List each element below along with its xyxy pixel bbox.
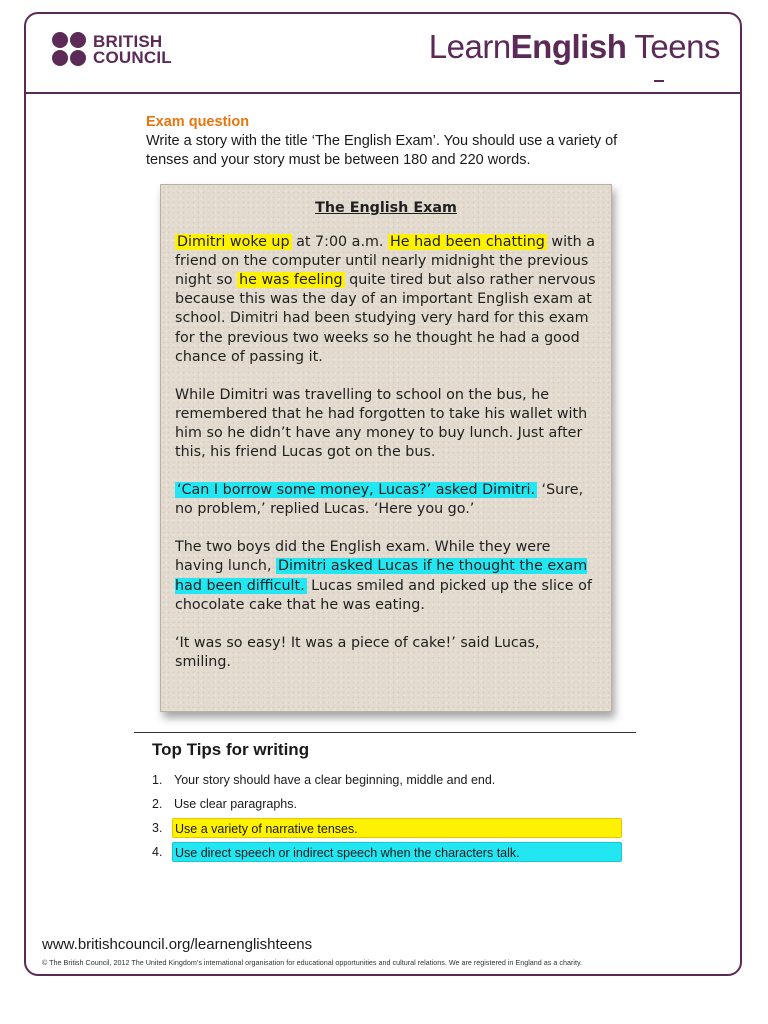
- story-paragraph: [175, 634, 597, 672]
- story-paragraph: [175, 233, 597, 367]
- story-paragraph: [175, 538, 597, 614]
- story-paper: [160, 184, 612, 712]
- story-text: with a friend on the computer until nearly midnight the previous night so: [175, 234, 596, 289]
- highlighted-phrase: he was feeling: [239, 272, 343, 289]
- tips-list: [152, 770, 622, 862]
- tips-divider: [134, 732, 636, 733]
- tip-item: [152, 794, 622, 814]
- logo-line-2: COUNCIL: [93, 47, 172, 67]
- story-text: quite tired but also rather nervous because this was the day of an important English exam at school. Dimitri had been studying very hard for this exam for the previous two weeks so he thought he had a good chance of passing it.: [175, 272, 596, 365]
- story-text: ‘It was so easy! It was a piece of cake!’ said Lucas, smiling.: [175, 634, 540, 670]
- tip-item: [152, 818, 622, 838]
- brand-english: English: [510, 28, 627, 65]
- story-text: at 7:00 a.m.: [291, 234, 389, 251]
- learnenglish-teens-brand: [429, 28, 720, 66]
- brand-dash: [654, 80, 664, 82]
- story-paragraph: [175, 481, 597, 519]
- story-body: [175, 233, 597, 672]
- story-paragraph: [175, 386, 597, 462]
- tip-text: Use direct speech or indirect speech when the characters talk.: [172, 842, 622, 862]
- tips-heading: Top Tips for writing: [152, 740, 310, 759]
- exam-question-label: Exam question: [146, 114, 250, 130]
- tip-text: Your story should have a clear beginning, middle and end.: [174, 773, 496, 787]
- tip-number: 2.: [152, 797, 163, 811]
- top-tips: [152, 740, 622, 866]
- highlighted-phrase: ‘Can I borrow some money, Lucas?’ asked Dimitri.: [177, 482, 535, 499]
- footer-copyright: © The British Council, 2012 The United Kingdom’s international organisation for educational opportunities and cultural relations. We are registered in England as a charity.: [42, 958, 583, 967]
- tip-text: Use clear paragraphs.: [174, 797, 297, 811]
- highlighted-phrase: He had been chatting: [390, 234, 545, 251]
- story-title: The English Exam: [315, 200, 457, 216]
- brand-teens: Teens: [626, 28, 720, 65]
- tip-number: 1.: [152, 773, 163, 787]
- tip-number: 4.: [152, 845, 163, 859]
- story-text: While Dimitri was travelling to school on the bus, he remembered that he had forgotten to take his wallet with him so he didn’t have any money to buy lunch. Just after this, his friend Lucas got on the bus.: [175, 386, 588, 461]
- tip-item: [152, 842, 622, 862]
- british-council-logo: [52, 32, 172, 67]
- story-text: The two boys did the English exam. While they were having lunch,: [175, 539, 551, 575]
- story-text: ‘Sure, no problem,’ replied Lucas. ‘Here you go.’: [175, 482, 584, 518]
- highlighted-phrase: Dimitri woke up: [177, 234, 290, 251]
- header-divider: [24, 92, 742, 94]
- tip-text: Use a variety of narrative tenses.: [172, 818, 622, 838]
- story-text: Lucas smiled and picked up the slice of chocolate cake that he was eating.: [175, 577, 592, 613]
- logo-dots-icon: [52, 32, 87, 67]
- footer-url: www.britishcouncil.org/learnenglishteens: [42, 936, 313, 953]
- exam-question-text: Write a story with the title ‘The English Exam’. You should use a variety of tenses and your story must be between 180 and 220 words.: [146, 133, 618, 168]
- tip-item: [152, 770, 622, 790]
- logo-line-1: BRITISH: [93, 31, 163, 51]
- exam-question: [146, 114, 646, 170]
- brand-learn: Learn: [428, 28, 511, 65]
- tip-number: 3.: [152, 821, 163, 835]
- highlighted-phrase: Dimitri asked Lucas if he thought the exam had been difficult.: [175, 558, 588, 594]
